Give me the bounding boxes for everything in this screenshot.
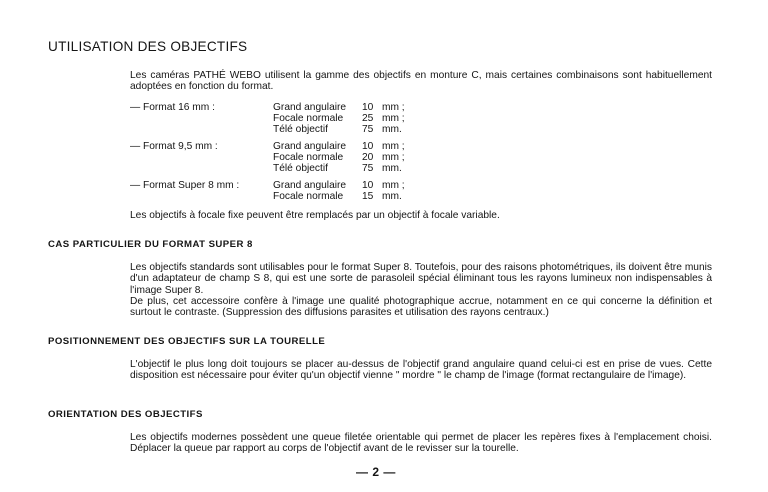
lens-unit: mm ; xyxy=(382,113,405,124)
section-heading: CAS PARTICULIER DU FORMAT SUPER 8 xyxy=(48,239,253,250)
lens-unit: mm. xyxy=(382,191,402,202)
section-paragraph: Les objectifs modernes possèdent une queue filetée orientable qui permet de placer les repères fixes à l'emplacement choisi. Déplacer la queue par rapport au corps de l'objectif avant de le revisser sur la tourelle. xyxy=(130,432,712,455)
page-number: — 2 — xyxy=(356,465,396,479)
section-heading: POSITIONNEMENT DES OBJECTIFS SUR LA TOURELLE xyxy=(48,336,326,347)
lens-name: Focale normale xyxy=(273,191,344,202)
format-label: — Format Super 8 mm : xyxy=(130,180,240,191)
lens-value: 25 xyxy=(362,113,374,124)
lens-unit: mm ; xyxy=(382,152,405,163)
section-paragraph: Les objectifs standards sont utilisables pour le format Super 8. Toutefois, pour des raisons photométriques, ils doivent être munis d'un adaptateur de champ S 8, qui est une sorte de parasoleil spécial éliminant tous les rayons lumineux non indispensables à l'image Super 8. xyxy=(130,262,712,296)
lens-unit: mm. xyxy=(382,163,402,174)
section-paragraph: L'objectif le plus long doit toujours se placer au-dessus de l'objectif grand angulaire quand celui-ci est en prise de vues. Cette disposition est nécessaire pour éviter qu'un objectif vienne " mordre " le champ de l'image (format rectangulaire de l'image). xyxy=(130,359,712,382)
lens-name: Télé objectif xyxy=(273,163,328,174)
lens-unit: mm ; xyxy=(382,141,405,152)
lens-value: 10 xyxy=(362,180,374,191)
lens-value: 20 xyxy=(362,152,374,163)
lens-unit: mm ; xyxy=(382,102,405,113)
lens-value: 10 xyxy=(362,141,374,152)
lens-unit: mm. xyxy=(382,124,402,135)
intro-paragraph: Les caméras PATHÉ WEBO utilisent la gamme des objectifs en monture C, mais certaines combinaisons sont habituellement adoptées en fonction du format. xyxy=(130,70,712,93)
lens-name: Focale normale xyxy=(273,113,344,124)
format-label: — Format 16 mm : xyxy=(130,102,215,113)
lens-value: 15 xyxy=(362,191,374,202)
page-title: UTILISATION DES OBJECTIFS xyxy=(48,39,248,54)
lens-name: Grand angulaire xyxy=(273,141,347,152)
lens-value: 10 xyxy=(362,102,374,113)
lens-unit: mm ; xyxy=(382,180,405,191)
section-paragraph: De plus, cet accessoire confère à l'image une qualité photographique accrue, notamment en ce qui concerne la définition et surtout le contraste. (Suppression des diffusions parasites et utilisation des rayons centraux.) xyxy=(130,296,712,319)
lens-value: 75 xyxy=(362,163,374,174)
variable-focal-note: Les objectifs à focale fixe peuvent être remplacés par un objectif à focale variable. xyxy=(130,210,500,221)
section-heading: ORIENTATION DES OBJECTIFS xyxy=(48,409,203,420)
lens-name: Grand angulaire xyxy=(273,180,347,191)
lens-name: Grand angulaire xyxy=(273,102,347,113)
format-label: — Format 9,5 mm : xyxy=(130,141,218,152)
lens-name: Focale normale xyxy=(273,152,344,163)
lens-value: 75 xyxy=(362,124,374,135)
lens-name: Télé objectif xyxy=(273,124,328,135)
